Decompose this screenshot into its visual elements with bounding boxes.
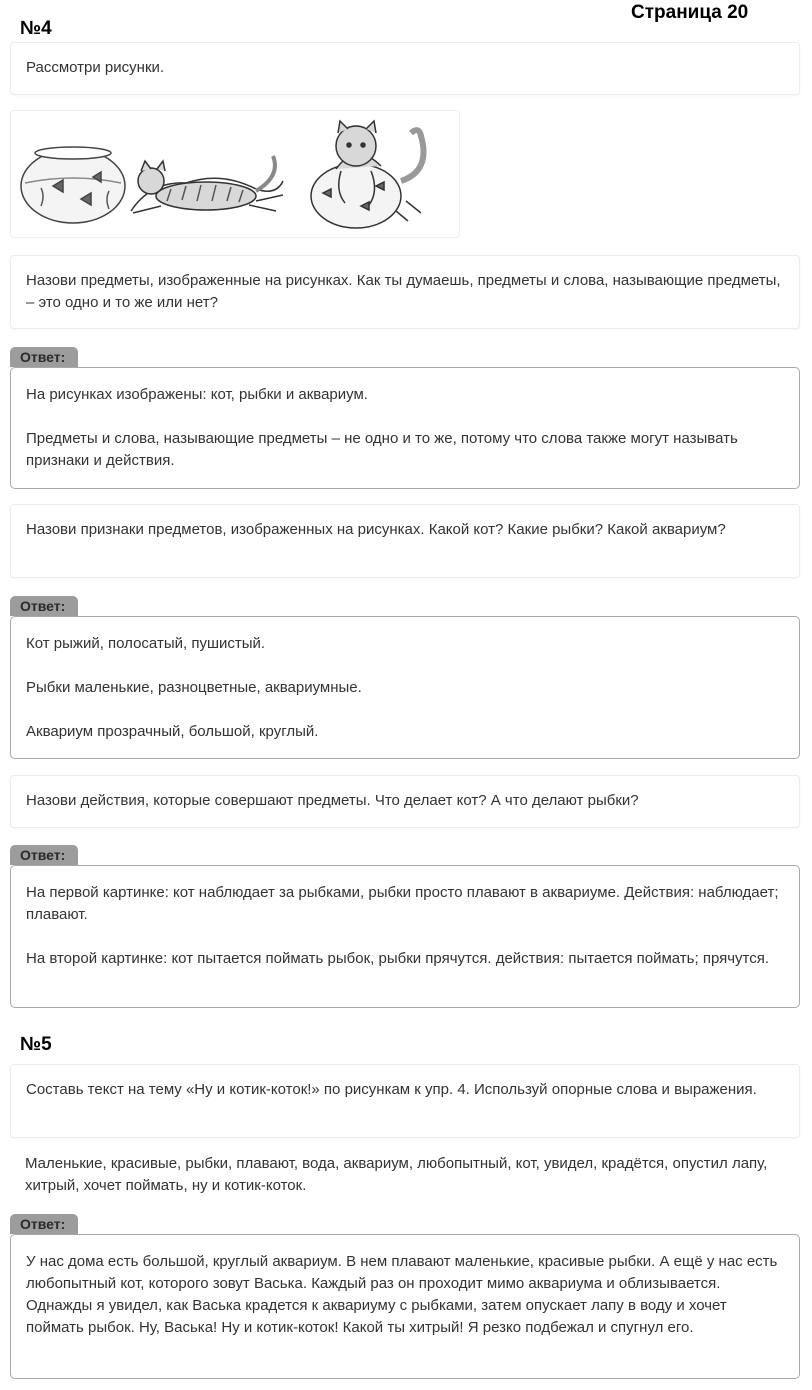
- stretching-cat-icon: [131, 156, 283, 213]
- exercise-4-answer-3-line-2: На второй картинке: кот пытается поймать рыбок, рыбки прячутся. действия: пытается поймать; прячутся.: [26, 950, 770, 967]
- exercise-4-answer-1-line-1: На рисунках изображены: кот, рыбки и аквариум.: [26, 386, 368, 403]
- exercise-4-answer-1-line-2: Предметы и слова, называющие предметы – не одно и то же, потому что слова также могут называть признаки и действия.: [26, 430, 738, 469]
- answer-label-tab: Ответ:: [10, 845, 78, 865]
- exercise-4-question-3: Назови действия, которые совершают предметы. Что делает кот? А что делают рыбки?: [26, 792, 639, 809]
- exercise-4-intro-text: Рассмотри рисунки.: [26, 59, 165, 76]
- exercise-4-question-1-card: [10, 255, 800, 329]
- exercise-4-answer-2-line-3: Аквариум прозрачный, большой, круглый.: [26, 723, 319, 740]
- fishbowl-cat-drawing-icon: [11, 111, 459, 237]
- exercise-5-keywords: Маленькие, красивые, рыбки, плавают, вода, аквариум, любопытный, кот, увидел, крадётся, опустил лапу, хитрый, хочет поймать, ну и котик-коток.: [25, 1155, 768, 1194]
- exercise-4-question-1: Назови предметы, изображенные на рисунках. Как ты думаешь, предметы и слова, называющие предметы, – это одно и то же или нет?: [26, 272, 781, 311]
- answer-label-tab: Ответ:: [10, 596, 78, 616]
- fishbowl-cat-illustration: [10, 110, 460, 238]
- exercise-4-intro-card: [10, 42, 800, 95]
- exercise-4-answer-2-box: [10, 616, 800, 759]
- answer-label-tab: Ответ:: [10, 1214, 78, 1234]
- cat-on-fishbowl-icon: [311, 121, 424, 228]
- exercise-4-number: №4: [20, 18, 52, 39]
- exercise-4-question-3-card: [10, 775, 800, 828]
- exercise-5-answer-box: [10, 1234, 800, 1379]
- exercise-4-answer-2-line-1: Кот рыжий, полосатый, пушистый.: [26, 635, 266, 652]
- exercise-4-answer-3-box: [10, 865, 800, 1008]
- exercise-4-answer-2-line-2: Рыбки маленькие, разноцветные, аквариумные.: [26, 679, 362, 696]
- page-number-label: Страница 20: [631, 2, 749, 23]
- exercise-4-question-2-card: [10, 504, 800, 578]
- exercise-5-answer-text: У нас дома есть большой, круглый аквариум. В нем плавают маленькие, красивые рыбки. А ещё у нас есть любопытный кот, которого зовут Васька. Каждый раз он проходит мимо аквариума и облизывается. Однажды я увидел, как Васька крадется к аквариуму с рыбками, затем опускает лапу в воду и хочет поймать рыбок. Ну, Васька! Ну и котик-коток! Какой ты хитрый! Я резко подбежал и спугнул его.: [26, 1253, 778, 1336]
- exercise-5-task: Составь текст на тему «Ну и котик-коток!» по рисункам к упр. 4. Используй опорные слова и выражения.: [26, 1081, 757, 1098]
- exercise-4-answer-3-line-1: На первой картинке: кот наблюдает за рыбками, рыбки просто плавают в аквариуме. Действия: наблюдает; плавают.: [26, 884, 779, 923]
- exercise-5-task-card: [10, 1064, 800, 1138]
- exercise-4-question-2: Назови признаки предметов, изображенных на рисунках. Какой кот? Какие рыбки? Какой аквариум?: [26, 521, 726, 538]
- exercise-4-answer-1-box: [10, 367, 800, 489]
- answer-label-tab: Ответ:: [10, 347, 78, 367]
- fishbowl-left-icon: [21, 147, 125, 223]
- exercise-5-number: №5: [20, 1034, 52, 1055]
